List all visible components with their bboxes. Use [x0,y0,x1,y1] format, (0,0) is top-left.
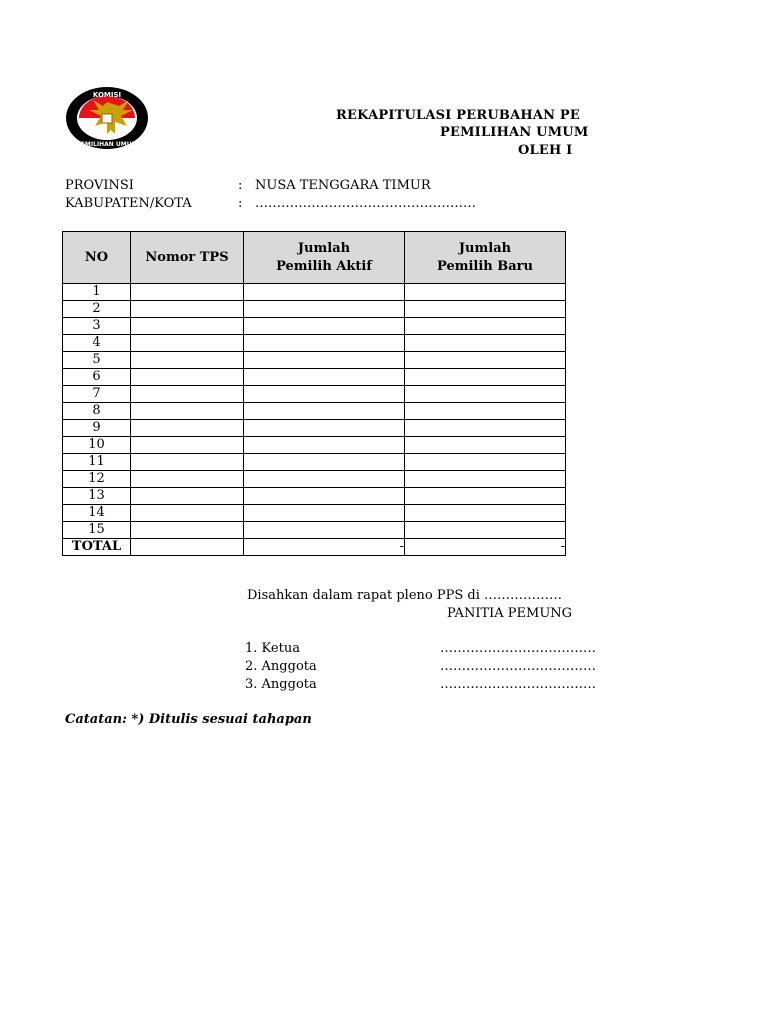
header-pemilih-baru [405,232,566,284]
row-nomor-tps [131,335,244,352]
total-row [63,539,566,556]
row-no: 15 [63,522,131,539]
header-aktif-line1: Jumlah [297,240,351,256]
member-dots-3: ……………………………… [440,677,596,692]
row-pemilih-baru [405,488,566,505]
row-no: 7 [63,386,131,403]
title-line-2: PEMILIHAN UMUM [440,125,589,140]
title-line-1: REKAPITULASI PERUBAHAN PE [336,108,581,123]
row-nomor-tps [131,352,244,369]
member-dots-1: ……………………………… [440,641,596,656]
row-pemilih-aktif [244,301,405,318]
table-row [63,454,566,471]
row-nomor-tps [131,386,244,403]
row-nomor-tps [131,522,244,539]
row-nomor-tps [131,403,244,420]
table-row [63,420,566,437]
table-row [63,284,566,301]
table-row [63,437,566,454]
row-nomor-tps [131,437,244,454]
row-no: 1 [63,284,131,301]
row-nomor-tps [131,301,244,318]
row-nomor-tps [131,471,244,488]
recap-table [62,231,566,556]
row-pemilih-aktif [244,352,405,369]
row-no: 10 [63,437,131,454]
logo-bottom-text: PEMILIHAN UMUM [76,141,138,148]
table-row [63,335,566,352]
member-role-3: 3. Anggota [245,677,317,692]
row-pemilih-aktif [244,403,405,420]
row-no: 2 [63,301,131,318]
row-no: 14 [63,505,131,522]
table-row [63,488,566,505]
table-row [63,318,566,335]
table-row [63,386,566,403]
row-nomor-tps [131,369,244,386]
row-pemilih-baru [405,471,566,488]
row-nomor-tps [131,420,244,437]
row-pemilih-baru [405,505,566,522]
header-pemilih-aktif [244,232,405,284]
row-no: 12 [63,471,131,488]
kabupaten-value: …………………………………………… [255,196,476,211]
row-pemilih-aktif [244,386,405,403]
member-role-2: 2. Anggota [245,659,317,674]
row-pemilih-aktif [244,335,405,352]
total-label: TOTAL [63,539,131,556]
row-pemilih-aktif [244,505,405,522]
table-row [63,505,566,522]
title-line-3: OLEH I [518,143,573,158]
row-pemilih-baru [405,369,566,386]
row-pemilih-aktif [244,420,405,437]
panitia-text: PANITIA PEMUNG [447,606,573,621]
row-pemilih-baru [405,386,566,403]
row-pemilih-baru [405,420,566,437]
row-pemilih-baru [405,403,566,420]
row-no: 8 [63,403,131,420]
table-row [63,301,566,318]
row-no: 5 [63,352,131,369]
member-dots-2: ……………………………… [440,659,596,674]
row-pemilih-baru [405,335,566,352]
table-row [63,471,566,488]
note-text: Catatan: *) Ditulis sesuai tahapan [65,712,312,727]
row-pemilih-baru [405,454,566,471]
row-pemilih-baru [405,318,566,335]
row-nomor-tps [131,488,244,505]
row-pemilih-aktif [244,369,405,386]
row-pemilih-aktif [244,522,405,539]
row-pemilih-baru [405,352,566,369]
row-no: 3 [63,318,131,335]
table-row [63,352,566,369]
provinsi-label: PROVINSI [65,178,134,193]
kabupaten-colon: : [238,196,243,211]
header-aktif-line2: Pemilih Aktif [276,258,372,274]
table-row [63,522,566,539]
table-row [63,369,566,386]
header-baru-line2: Pemilih Baru [437,258,533,274]
row-nomor-tps [131,318,244,335]
row-pemilih-aktif [244,437,405,454]
row-no: 4 [63,335,131,352]
row-nomor-tps [131,284,244,301]
table-row [63,403,566,420]
logo-top-text: KOMISI [92,91,122,99]
row-pemilih-baru [405,284,566,301]
header-baru-line1: Jumlah [458,240,512,256]
row-pemilih-aktif [244,318,405,335]
row-pemilih-aktif [244,471,405,488]
row-nomor-tps [131,454,244,471]
total-baru: - [405,539,566,556]
row-no: 13 [63,488,131,505]
kpu-logo [65,86,149,150]
row-pemilih-baru [405,437,566,454]
kabupaten-label: KABUPATEN/KOTA [65,196,192,211]
table-header-row [63,232,566,284]
total-aktif: - [244,539,405,556]
row-pemilih-baru [405,301,566,318]
row-no: 11 [63,454,131,471]
row-nomor-tps [131,505,244,522]
row-pemilih-aktif [244,454,405,471]
total-tps [131,539,244,556]
pleno-text: Disahkan dalam rapat pleno PPS di ……………… [247,588,562,603]
header-no: NO [63,232,131,284]
header-nomor-tps: Nomor TPS [131,232,244,284]
member-role-1: 1. Ketua [245,641,300,656]
row-pemilih-aktif [244,284,405,301]
row-pemilih-aktif [244,488,405,505]
row-pemilih-baru [405,522,566,539]
row-no: 6 [63,369,131,386]
provinsi-value: NUSA TENGGARA TIMUR [255,178,431,193]
row-no: 9 [63,420,131,437]
provinsi-colon: : [238,178,243,193]
